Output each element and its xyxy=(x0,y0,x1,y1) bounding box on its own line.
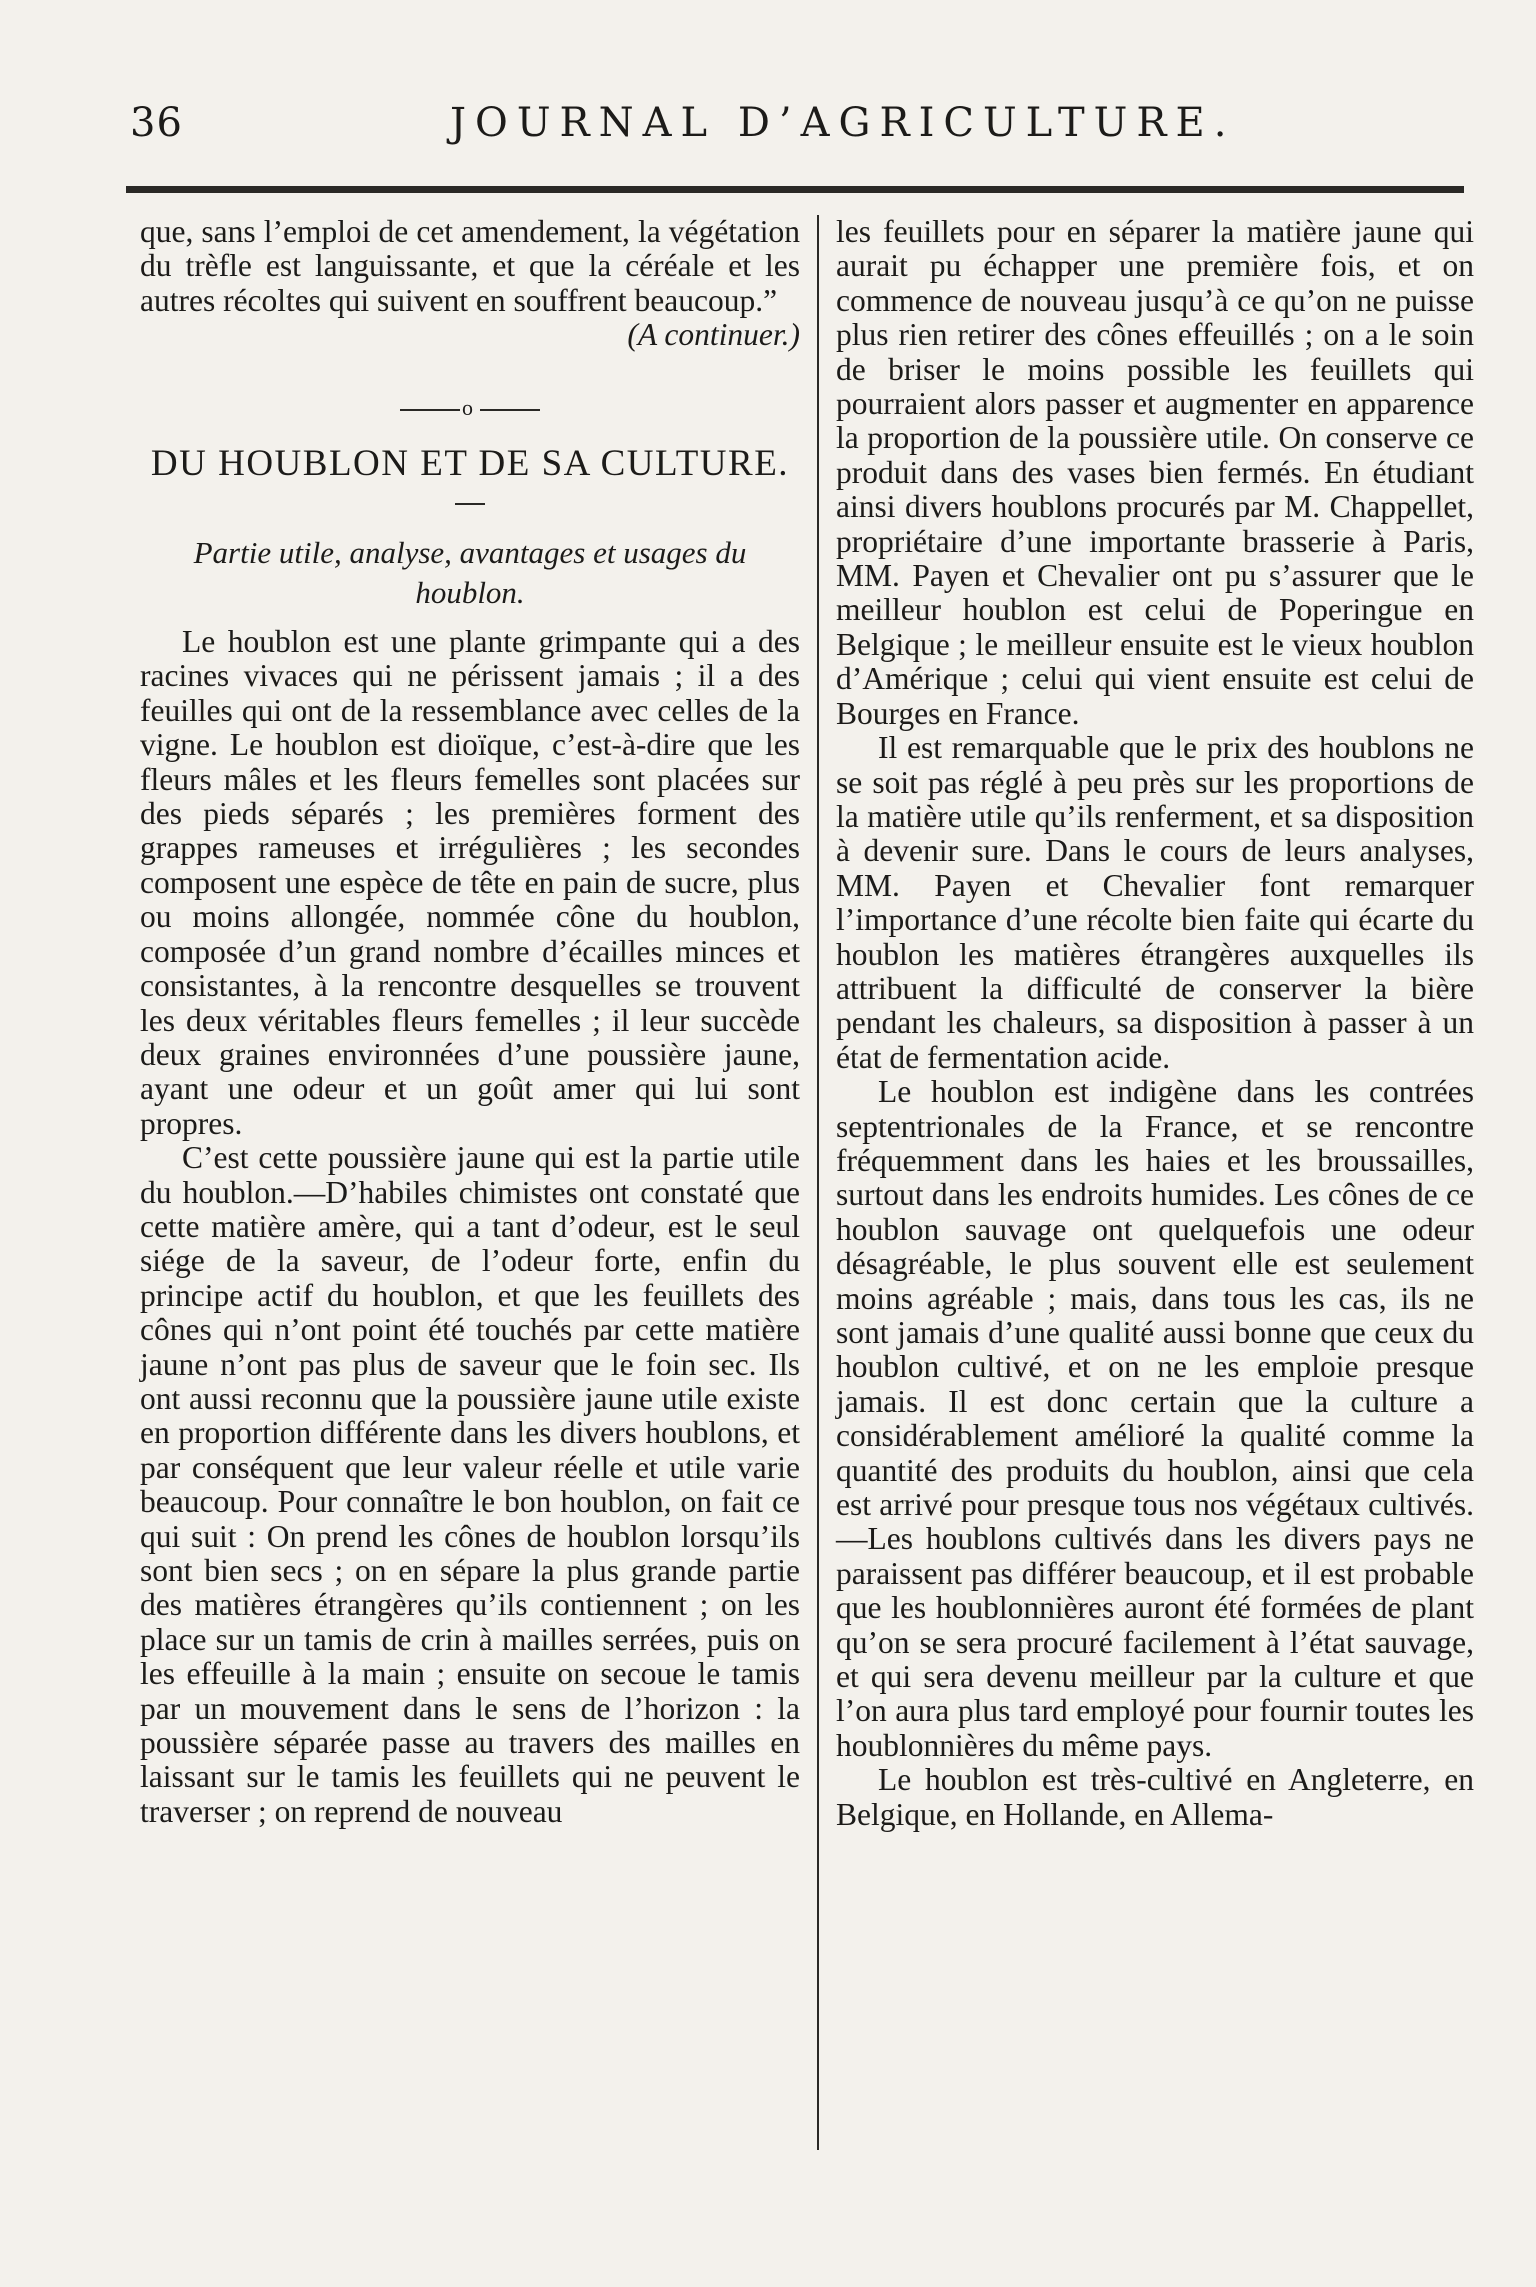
header-rule xyxy=(126,186,1464,193)
left-column xyxy=(140,215,800,1829)
article-paragraph: Le houblon est une plante grimpante qui a des racines vivaces qui ne périssent jamais ; il a des feuilles qui ont de la ressemblance avec celles de la vigne. Le houblon est dioïque, c’est-à-dire que les fleurs mâles et les fleurs femelles sont placées sur des pieds séparés ; les premières forment des grappes rameuses et irrégulières ; les secondes composent une espèce de tête en pain de sucre, plus ou moins allongée, nommée cône du houblon, composée d’un grand nombre d’écailles minces et consistantes, à la rencontre desquelles se trouvent les deux véritables fleurs femelles ; il leur succède deux graines environnées d’une poussière jaune, ayant une odeur et un goût amer qui lui sont propres. xyxy=(140,624,800,1141)
section-separator xyxy=(400,394,540,420)
right-column xyxy=(836,215,1474,1832)
article-paragraph: C’est cette poussière jaune qui est la partie utile du houblon.—D’habiles chimistes ont constaté que cette matière amère, qui a tant d’odeur, est le seul siége de la saveur, de l’odeur forte, enfin du principe actif du houblon, et que les feuillets des cônes qui n’ont point été touchés par cette matière jaune n’ont pas plus de saveur que le foin sec. Ils ont aussi reconnu que la poussière jaune utile existe en proportion différente dans les divers houblons, et par conséquent que leur valeur réelle et utile varie beaucoup. Pour connaître le bon houblon, on fait ce qui suit : On prend les cônes de houblon lorsqu’ils sont bien secs ; on en sépare la plus grande partie des matières étrangères qu’ils contiennent ; on les place sur un tamis de crin à mailles serrées, puis on les effeuille à la main ; ensuite on secoue le tamis par un mouvement dans le sens de l’horizon : la poussière séparée passe au travers des mailles en laissant sur le tamis les feuillets qui ne peuvent le traverser ; on reprend de nouveau xyxy=(140,1140,800,1829)
article-paragraph: Le houblon est très-cultivé en Angleterre, en Belgique, en Hollande, en Allema- xyxy=(836,1762,1474,1832)
continued-paragraph: que, sans l’emploi de cet amendement, la végétation du trèfle est languissante, et que la céréale et les autres récoltes qui suivent en souffrent beaucoup.” xyxy=(140,214,800,318)
page-number: 36 xyxy=(130,100,183,146)
column-divider xyxy=(817,215,819,2150)
section-title: DU HOUBLON ET DE SA CULTURE. xyxy=(150,442,790,484)
separator-mark: o xyxy=(462,394,473,420)
article-paragraph: les feuillets pour en séparer la matière jaune qui aurait pu échapper une première fois, et on commence de nouveau jusqu’à ce qu’on ne puisse plus rien retirer des cônes effeuillés ; on a le soin de briser le moins possible les feuillets qui pourraient alors passer et augmenter en apparence la proportion de la poussière utile. On conserve ce produit dans des vases bien fermés. En étudiant ainsi divers houblons procurés par M. Chappellet, propriétaire d’une importante brasserie à Paris, MM. Payen et Chevalier ont pu s’assurer que le meilleur houblon est celui de Poperingue en Belgique ; le meilleur ensuite est le vieux houblon d’Amérique ; celui qui vient ensuite est celui de Bourges en France. xyxy=(836,214,1474,731)
running-title: JOURNAL D’AGRICULTURE. xyxy=(450,100,1236,146)
article-paragraph: Le houblon est indigène dans les contrées septentrionales de la France, et se rencontre fréquemment dans les haies et les broussailles, surtout dans les endroits humides. Les cônes de ce houblon sauvage ont quelquefois une odeur désagréable, le plus souvent elle est seulement moins agréable ; mais, dans tous les cas, ils ne sont jamais d’une qualité aussi bonne que ceux du houblon cultivé, et on ne les emploie presque jamais. Il est donc certain que la culture a considérablement amélioré la qualité comme la quantité des produits du houblon, ainsi que cela est arrivé pour presque tous nos végétaux cultivés.—Les houblons cultivés dans les divers pays ne paraissent pas différer beaucoup, et il est probable que les houblonnières auront été formées de plant qu’on se sera procuré facilement à l’état sauvage, et qui sera devenu meilleur par la culture et que l’on aura plus tard employé pour fournir toutes les houblonnières du même pays. xyxy=(836,1074,1474,1763)
page-header xyxy=(120,100,1480,160)
to-continue-note: (A continuer.) xyxy=(627,317,800,353)
section-subtitle: Partie utile, analyse, avantages et usages du houblon. xyxy=(193,535,747,611)
article-paragraph: Il est remarquable que le prix des houblons ne se soit pas réglé à peu près sur les proportions de la matière utile qu’ils renferment, et sa disposition à devenir sure. Dans le cours de leurs analyses, MM. Payen et Chevalier font remarquer l’importance d’une récolte bien faite qui écarte du houblon les matières étrangères auxquelles ils attribuent la difficulté de conserver la bière pendant les chaleurs, sa disposition à passer à un état de fermentation acide. xyxy=(836,730,1474,1075)
title-rule xyxy=(455,503,485,505)
